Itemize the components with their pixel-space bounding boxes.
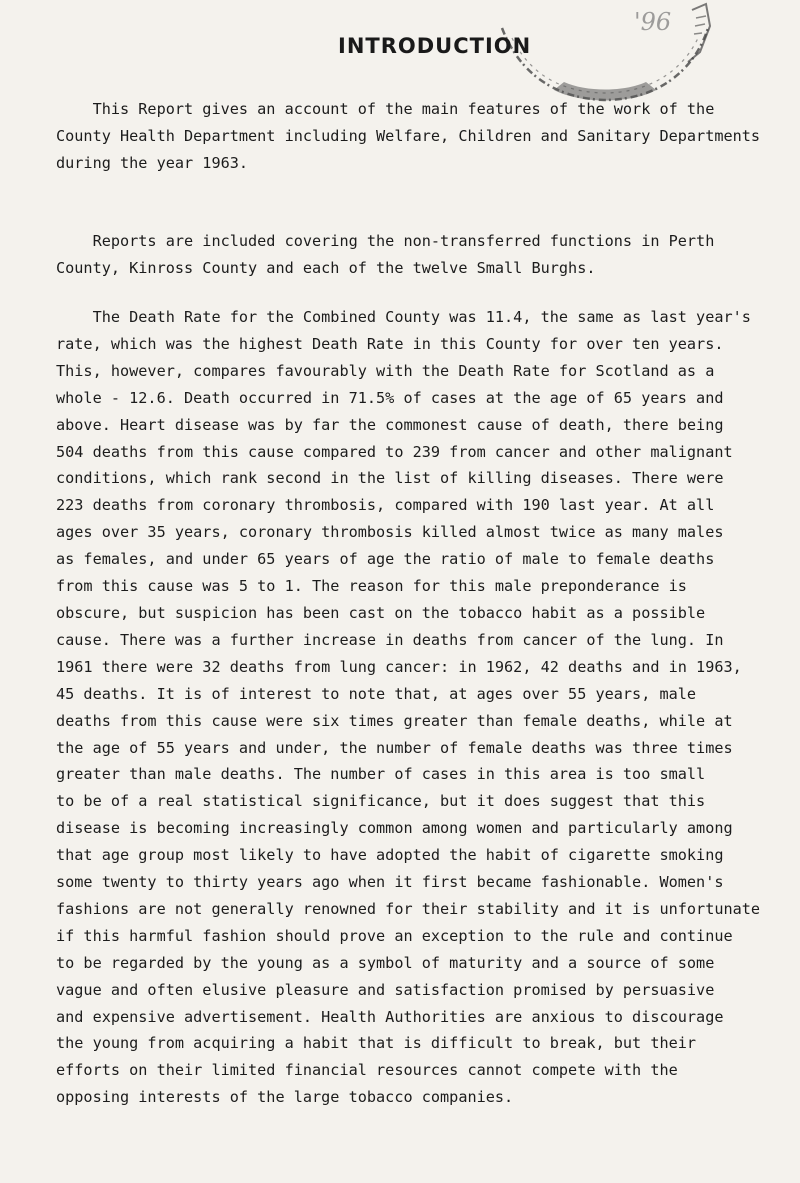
paragraph-reports (56, 228, 756, 282)
text-line: that age group most likely to have adopted the habit of cigarette smoking (56, 846, 724, 865)
text-line: 504 deaths from this cause compared to 239 from cancer and other malignant (56, 442, 733, 461)
text-line: disease is becoming increasingly common among women and particularly among (56, 819, 733, 838)
text-line: whole - 12.6. Death occurred in 71.5% of cases at the age of 65 years and (56, 388, 724, 407)
text-line: and expensive advertisement. Health Authorities are anxious to discourage (56, 1007, 724, 1026)
paragraph-intro (56, 96, 761, 177)
text-line: This Report gives an account of the main features of the work of the (56, 100, 715, 118)
text-line: County Health Department including Welfare, Children and Sanitary Departments (56, 126, 761, 145)
text-line: to be regarded by the young as a symbol of maturity and a source of some (56, 953, 715, 972)
text-line: opposing interests of the large tobacco companies. (56, 1088, 514, 1107)
text-line: vague and often elusive pleasure and satisfaction promised by persuasive (56, 980, 715, 999)
text-line: County, Kinross County and each of the twelve Small Burghs. (56, 258, 596, 277)
paragraph-death-rate (56, 304, 761, 1111)
text-line: if this harmful fashion should prove an exception to the rule and continue (56, 926, 733, 945)
text-line: ages over 35 years, coronary thrombosis killed almost twice as many males (56, 523, 724, 542)
text-line: above. Heart disease was by far the commonest cause of death, there being (56, 415, 724, 434)
text-line: during the year 1963. (56, 153, 249, 172)
text-line: to be of a real statistical significance, but it does suggest that this (56, 792, 706, 811)
text-line: from this cause was 5 to 1. The reason for this male preponderance is (56, 577, 687, 596)
text-line: cause. There was a further increase in deaths from cancer of the lung. In (56, 630, 724, 649)
text-line: 1961 there were 32 deaths from lung cancer: in 1962, 42 deaths and in 1963, (56, 657, 742, 676)
text-line: greater than male deaths. The number of cases in this area is too small (56, 765, 706, 784)
text-line: as females, and under 65 years of age the ratio of male to female deaths (56, 550, 715, 569)
text-line: efforts on their limited financial resources cannot compete with the (56, 1061, 678, 1080)
text-line: deaths from this cause were six times greater than female deaths, while at (56, 711, 733, 730)
text-line: This, however, compares favourably with the Death Rate for Scotland as a (56, 361, 715, 380)
page-heading: INTRODUCTION (338, 34, 532, 58)
text-line: The Death Rate for the Combined County was 11.4, the same as last year's (56, 308, 751, 326)
text-line: conditions, which rank second in the list of killing diseases. There were (56, 469, 724, 488)
text-line: 223 deaths from coronary thrombosis, compared with 190 last year. At all (56, 496, 715, 515)
stamp-text: '96 (634, 8, 672, 36)
text-line: 45 deaths. It is of interest to note that, at ages over 55 years, male (56, 684, 697, 703)
text-line: rate, which was the highest Death Rate in this County for over ten years. (56, 334, 724, 353)
text-line: Reports are included covering the non-transferred functions in Perth (56, 232, 715, 250)
text-line: the young from acquiring a habit that is difficult to break, but their (56, 1034, 697, 1053)
text-line: some twenty to thirty years ago when it first became fashionable. Women's (56, 873, 724, 892)
text-line: obscure, but suspicion has been cast on the tobacco habit as a possible (56, 603, 706, 622)
text-line: fashions are not generally renowned for their stability and it is unfortunate (56, 899, 761, 918)
text-line: the age of 55 years and under, the number of female deaths was three times (56, 738, 733, 757)
